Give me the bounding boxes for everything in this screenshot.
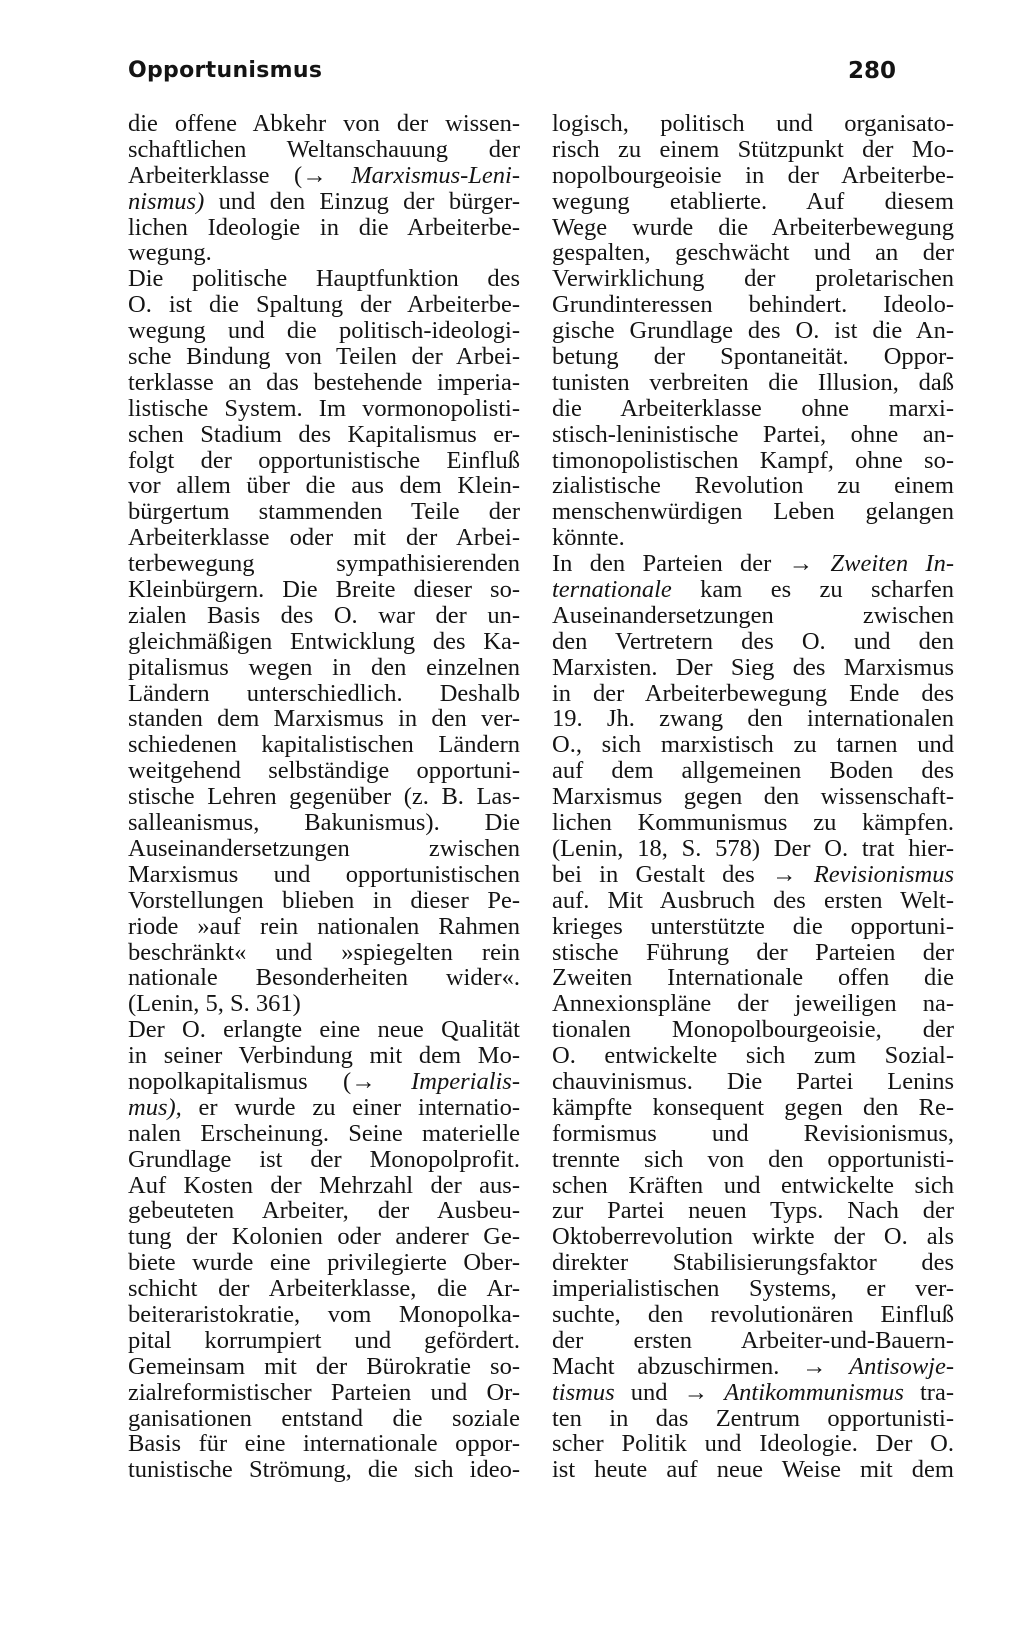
text-segment: zialreformistischer Parteien und Or- — [128, 1378, 520, 1406]
text-segment: tra- — [903, 1378, 954, 1406]
text-line — [128, 862, 520, 888]
page-number: 280 — [847, 58, 896, 84]
text-segment: (Lenin, 18, S. 578) Der O. trat hier- — [552, 834, 954, 862]
text-line — [552, 318, 954, 344]
text-line — [128, 473, 520, 499]
text-line — [552, 1095, 954, 1121]
text-line — [552, 137, 954, 163]
text-line — [552, 240, 954, 266]
text-line — [128, 758, 520, 784]
text-segment: Oktoberrevolution wirkte der O. als — [552, 1223, 954, 1251]
text-segment: krieges unterstützte die opportuni- — [552, 912, 954, 940]
text-line — [552, 706, 954, 732]
text-line — [128, 577, 520, 603]
text-segment: wegung und die politisch-ideologi- — [128, 317, 520, 345]
text-line — [552, 629, 954, 655]
text-segment: tunistische Strömung, die sich ideo- — [128, 1456, 520, 1484]
text-line — [128, 681, 520, 707]
text-segment: gebeuteten Arbeiter, der Ausbeu- — [128, 1197, 520, 1225]
cross-reference-term: Marxismus-Leni- — [351, 161, 520, 189]
text-line — [552, 862, 954, 888]
text-segment: stische Führung der Parteien der — [552, 938, 954, 966]
text-line — [552, 292, 954, 318]
text-line — [128, 1043, 520, 1069]
text-line — [128, 1457, 520, 1483]
text-line — [552, 1147, 954, 1173]
text-segment: Ländern unterschiedlich. Deshalb — [128, 679, 520, 707]
text-segment: pital korrumpiert und gefördert. — [128, 1326, 520, 1354]
text-segment: Arbeiterklasse (→ — [128, 161, 352, 189]
text-line — [552, 396, 954, 422]
text-line — [552, 914, 954, 940]
text-line — [128, 215, 520, 241]
text-line — [128, 551, 520, 577]
text-line — [552, 758, 954, 784]
text-segment: Annexionspläne der jeweiligen na- — [552, 990, 954, 1018]
text-line — [552, 1457, 954, 1483]
text-segment: pitalismus wegen in den einzelnen — [128, 653, 520, 681]
cross-reference-term: mus), — [128, 1093, 182, 1121]
text-line — [552, 888, 954, 914]
text-segment: Verwirklichung der proletarischen — [552, 265, 954, 293]
text-line — [552, 836, 954, 862]
text-segment: der ersten Arbeiter-und-Bauern- — [552, 1326, 954, 1354]
text-segment: riode »auf rein nationalen Rahmen — [128, 912, 520, 940]
text-segment: ganisationen entstand die soziale — [128, 1404, 520, 1432]
text-line — [128, 189, 520, 215]
text-segment: beiteraristokratie, vom Monopolka- — [128, 1300, 520, 1328]
text-segment: 19. Jh. zwang den internationalen — [552, 705, 954, 733]
text-segment: Auseinandersetzungen zwischen — [128, 834, 520, 862]
text-line — [128, 836, 520, 862]
text-segment: gische Grundlage des O. ist die An- — [552, 317, 954, 345]
text-segment: Arbeiterklasse oder mit der Arbei- — [128, 524, 520, 552]
text-line — [128, 370, 520, 396]
text-line — [128, 914, 520, 940]
text-segment: und den Einzug der bürger- — [204, 187, 520, 215]
text-segment: Macht abzuschirmen. → — [552, 1352, 850, 1380]
text-segment: wegung. — [128, 239, 212, 267]
text-line — [128, 784, 520, 810]
text-segment: terklasse an das bestehende imperia- — [128, 368, 520, 396]
text-segment: scher Politik und Ideologie. Der O. — [552, 1430, 954, 1458]
text-line — [552, 1302, 954, 1328]
text-line — [552, 784, 954, 810]
text-line — [128, 396, 520, 422]
text-segment: und → — [614, 1378, 725, 1406]
text-line — [552, 681, 954, 707]
text-line — [552, 551, 954, 577]
text-line — [128, 810, 520, 836]
text-line — [128, 1276, 520, 1302]
text-segment: stische Lehren gegenüber (z. B. Las- — [128, 783, 520, 811]
text-line — [128, 603, 520, 629]
text-segment: auf. Mit Ausbruch des ersten Welt- — [552, 886, 954, 914]
text-segment: Kleinbürgern. Die Breite dieser so- — [128, 576, 520, 604]
text-line — [128, 940, 520, 966]
text-line — [128, 1121, 520, 1147]
text-line — [552, 1121, 954, 1147]
text-line — [552, 1017, 954, 1043]
text-segment: wegung etablierte. Auf diesem — [552, 187, 954, 215]
text-line — [128, 525, 520, 551]
text-line — [552, 525, 954, 551]
text-line — [128, 1224, 520, 1250]
text-segment: O., sich marxistisch zu tarnen und — [552, 731, 954, 759]
text-line — [128, 344, 520, 370]
text-line — [128, 318, 520, 344]
text-line — [552, 1173, 954, 1199]
text-line — [552, 1198, 954, 1224]
text-segment: in der Arbeiterbewegung Ende des — [552, 679, 954, 707]
text-line — [128, 266, 520, 292]
text-segment: nopolbourgeoisie in der Arbeiterbe- — [552, 161, 954, 189]
text-line — [128, 292, 520, 318]
text-segment: Wege wurde die Arbeiterbewegung — [552, 213, 954, 241]
text-segment: vor allem über die aus dem Klein- — [128, 472, 520, 500]
text-segment: risch zu einem Stützpunkt der Mo- — [552, 135, 954, 163]
text-segment: nationale Besonderheiten wider«. — [128, 964, 520, 992]
text-segment: Die politische Hauptfunktion des — [128, 265, 520, 293]
cross-reference-term: Zweiten In- — [830, 550, 954, 578]
text-segment: biete wurde eine privilegierte Ober- — [128, 1249, 520, 1277]
text-segment: O. entwickelte sich zum Sozial- — [552, 1042, 954, 1070]
text-line — [128, 1198, 520, 1224]
text-line — [552, 215, 954, 241]
text-segment: Marxisten. Der Sieg des Marxismus — [552, 653, 954, 681]
text-line — [128, 1017, 520, 1043]
text-line — [552, 1250, 954, 1276]
cross-reference-term: nismus) — [128, 187, 205, 215]
text-segment: schiedenen kapitalistischen Ländern — [128, 731, 520, 759]
text-segment: ten in das Zentrum opportunisti- — [552, 1404, 954, 1432]
text-line — [552, 1069, 954, 1095]
text-segment: gleichmäßigen Entwicklung des Ka- — [128, 627, 520, 655]
text-column-left — [128, 111, 520, 1483]
text-segment: menschenwürdigen Leben gelangen — [552, 498, 954, 526]
text-segment: tionalen Monopolbourgeoisie, der — [552, 1016, 954, 1044]
text-line — [128, 1406, 520, 1432]
text-line — [128, 240, 520, 266]
cross-reference-term: tismus — [552, 1378, 615, 1406]
text-segment: lichen Kommunismus zu kämpfen. — [552, 809, 954, 837]
text-line — [552, 422, 954, 448]
text-segment: gespalten, geschwächt und an der — [552, 239, 954, 267]
text-segment: In den Parteien der → — [552, 550, 831, 578]
text-segment: O. ist die Spaltung der Arbeiterbe- — [128, 291, 520, 319]
cross-reference-term: Antikommunismus — [724, 1378, 904, 1406]
text-segment: folgt der opportunistische Einfluß — [128, 446, 520, 474]
text-segment: standen dem Marxismus in den ver- — [128, 705, 520, 733]
text-segment: die offene Abkehr von der wissen- — [128, 110, 520, 137]
running-head-title: Opportunismus — [128, 58, 323, 83]
text-segment: Zweiten Internationale offen die — [552, 964, 954, 992]
text-line — [128, 163, 520, 189]
text-segment: salleanismus, Bakunismus). Die — [128, 809, 520, 837]
text-segment: sche Bindung von Teilen der Arbei- — [128, 343, 520, 371]
text-line — [552, 344, 954, 370]
text-segment: ist heute auf neue Weise mit dem — [552, 1456, 954, 1484]
text-segment: Grundlage ist der Monopolprofit. — [128, 1145, 520, 1173]
text-line — [128, 965, 520, 991]
text-segment: terbewegung sympathisierenden — [128, 550, 520, 578]
text-line — [128, 1431, 520, 1457]
text-segment: Auf Kosten der Mehrzahl der aus- — [128, 1171, 520, 1199]
text-segment: timonopolistischen Kampf, ohne so- — [552, 446, 954, 474]
text-line — [552, 655, 954, 681]
text-line — [552, 1380, 954, 1406]
text-segment: er wurde zu einer internatio- — [181, 1093, 520, 1121]
text-segment: direkter Stabilisierungsfaktor des — [552, 1249, 954, 1277]
text-segment: schaftlichen Weltanschauung der — [128, 135, 520, 163]
text-line — [128, 655, 520, 681]
text-line — [128, 499, 520, 525]
text-line — [552, 111, 954, 137]
text-line — [128, 1147, 520, 1173]
page-header — [128, 58, 896, 94]
text-segment: Basis für eine internationale oppor- — [128, 1430, 520, 1458]
text-segment: bürgertum stammenden Teile der — [128, 498, 520, 526]
text-line — [128, 732, 520, 758]
text-line — [128, 111, 520, 137]
text-line — [128, 888, 520, 914]
text-segment: bei in Gestalt des → — [552, 860, 814, 888]
text-segment: suchte, den revolutionären Einfluß — [552, 1300, 954, 1328]
text-line — [128, 1380, 520, 1406]
text-segment: in seiner Verbindung mit dem Mo- — [128, 1042, 520, 1070]
text-line — [552, 370, 954, 396]
text-segment: kämpfte konsequent gegen den Re- — [552, 1093, 954, 1121]
text-line — [128, 1302, 520, 1328]
text-segment: zur Partei neuen Typs. Nach der — [552, 1197, 954, 1225]
text-line — [128, 1069, 520, 1095]
text-segment: Vorstellungen blieben in dieser Pe- — [128, 886, 520, 914]
text-segment: tung der Kolonien oder anderer Ge- — [128, 1223, 520, 1251]
text-segment: (Lenin, 5, S. 361) — [128, 990, 301, 1018]
text-line — [552, 189, 954, 215]
text-line — [128, 448, 520, 474]
text-segment: beschränkt« und »spiegelten rein — [128, 938, 520, 966]
text-segment: stisch-leninistische Partei, ohne an- — [552, 420, 954, 448]
text-segment: tunisten verbreiten die Illusion, daß — [552, 368, 954, 396]
text-line — [552, 1354, 954, 1380]
cross-reference-term: Antisowje- — [849, 1352, 954, 1380]
text-segment: logisch, politisch und organisato- — [552, 110, 954, 137]
text-line — [552, 991, 954, 1017]
text-line — [128, 1328, 520, 1354]
text-segment: Gemeinsam mit der Bürokratie so- — [128, 1352, 520, 1380]
text-segment: nopolkapitalismus (→ — [128, 1067, 412, 1095]
text-line — [128, 137, 520, 163]
text-segment: Marxismus und opportunistischen — [128, 860, 520, 888]
text-line — [552, 1224, 954, 1250]
text-segment: Der O. erlangte eine neue Qualität — [128, 1016, 520, 1044]
text-segment: imperialistischen Systems, er ver- — [552, 1275, 954, 1303]
text-segment: schen Kräften und entwickelte sich — [552, 1171, 954, 1199]
text-segment: schicht der Arbeiterklasse, die Ar- — [128, 1275, 520, 1303]
text-line — [128, 1095, 520, 1121]
text-segment: betung der Spontaneität. Oppor- — [552, 343, 954, 371]
cross-reference-term: Imperialis- — [411, 1067, 520, 1095]
text-segment: Marxismus gegen den wissenschaft- — [552, 783, 954, 811]
text-line — [552, 163, 954, 189]
text-segment: zialen Basis des O. war der un- — [128, 601, 520, 629]
text-line — [552, 732, 954, 758]
text-segment: weitgehend selbständige opportuni- — [128, 757, 520, 785]
text-line — [552, 577, 954, 603]
text-segment: formismus und Revisionismus, — [552, 1119, 954, 1147]
text-line — [552, 940, 954, 966]
text-segment: die Arbeiterklasse ohne marxi- — [552, 394, 954, 422]
text-line — [552, 810, 954, 836]
text-line — [128, 1250, 520, 1276]
text-line — [128, 629, 520, 655]
cross-reference-term: Revisionismus — [813, 860, 954, 888]
text-line — [552, 965, 954, 991]
text-segment: könnte. — [552, 524, 625, 552]
text-segment: chauvinismus. Die Partei Lenins — [552, 1067, 954, 1095]
text-line — [552, 1406, 954, 1432]
text-column-right — [552, 111, 954, 1483]
text-segment: schen Stadium des Kapitalismus er- — [128, 420, 520, 448]
text-line — [552, 1276, 954, 1302]
text-segment: listische System. Im vormonopolisti- — [128, 394, 520, 422]
text-segment: zialistische Revolution zu einem — [552, 472, 954, 500]
text-line — [552, 473, 954, 499]
text-segment: nalen Erscheinung. Seine materielle — [128, 1119, 520, 1147]
text-line — [552, 499, 954, 525]
text-segment: lichen Ideologie in die Arbeiterbe- — [128, 213, 520, 241]
text-line — [128, 1173, 520, 1199]
text-segment: Auseinandersetzungen zwischen — [552, 601, 954, 629]
text-line — [552, 1328, 954, 1354]
text-segment: trennte sich von den opportunisti- — [552, 1145, 954, 1173]
text-line — [552, 1431, 954, 1457]
cross-reference-term: ternationale — [552, 576, 672, 604]
text-line — [552, 1043, 954, 1069]
text-line — [552, 603, 954, 629]
text-line — [128, 422, 520, 448]
text-line — [128, 991, 520, 1017]
text-line — [552, 448, 954, 474]
text-line — [128, 1354, 520, 1380]
text-segment: Grundinteressen behindert. Ideolo- — [552, 291, 954, 319]
text-segment: den Vertretern des O. und den — [552, 627, 954, 655]
text-segment: kam es zu scharfen — [671, 576, 954, 604]
text-line — [128, 706, 520, 732]
text-segment: auf dem allgemeinen Boden des — [552, 757, 954, 785]
text-line — [552, 266, 954, 292]
